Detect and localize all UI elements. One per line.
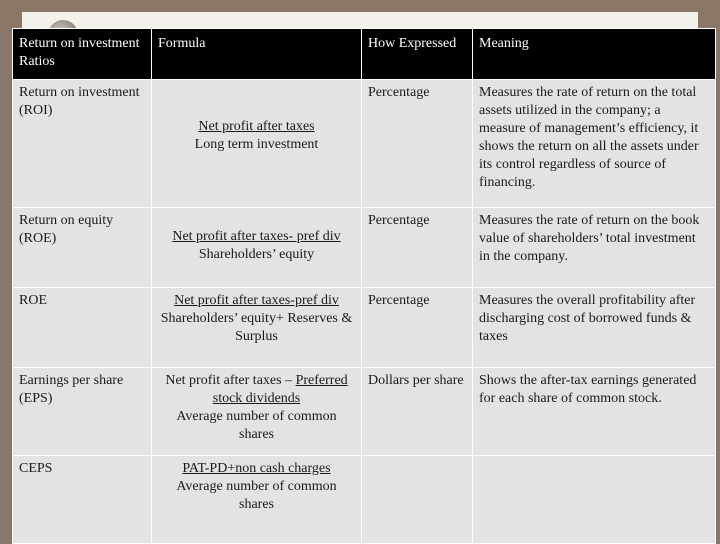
header-ratio: Return on investment Ratios <box>13 29 152 80</box>
ratio-name: CEPS <box>13 456 152 544</box>
expressed-cell <box>362 456 473 544</box>
ratio-name: ROE <box>13 288 152 368</box>
formula-denominator: Shareholders’ equity <box>198 247 315 262</box>
ratios-table <box>12 28 716 544</box>
meaning-cell: Measures the rate of return on the book value of shareholders’ total investment in the company. <box>473 208 716 288</box>
table-row <box>13 80 716 208</box>
formula-cell <box>152 368 362 456</box>
meaning-cell: Measures the overall profitability after discharging cost of borrowed funds & taxes <box>473 288 716 368</box>
formula-numerator: Net profit after taxes <box>198 119 315 134</box>
header-meaning: Meaning <box>473 29 716 80</box>
formula-cell <box>152 80 362 208</box>
formula-denominator: Average number of common shares <box>176 479 337 512</box>
ratio-name: Earnings per share (EPS) <box>13 368 152 456</box>
meaning-cell <box>473 456 716 544</box>
formula-denominator: Shareholders’ equity+ Reserves & Surplus <box>160 311 353 344</box>
expressed-cell: Dollars per share <box>362 368 473 456</box>
formula-cell <box>152 456 362 544</box>
meaning-cell: Measures the rate of return on the total assets utilized in the company; a measure of management’s efficiency, it shows the return on all the assets under its control regardless of source of financing. <box>473 80 716 208</box>
table-row <box>13 208 716 288</box>
table-row <box>13 368 716 456</box>
expressed-cell: Percentage <box>362 288 473 368</box>
formula-numerator: Net profit after taxes- pref div <box>172 229 341 244</box>
header-formula: Formula <box>152 29 362 80</box>
header-row <box>13 29 716 80</box>
formula-numerator: Net profit after taxes-pref div <box>174 293 339 308</box>
header-expressed: How Expressed <box>362 29 473 80</box>
ratio-name: Return on equity (ROE) <box>13 208 152 288</box>
formula-numerator: PAT-PD+non cash charges <box>182 461 331 476</box>
formula-numerator-prefix: Net profit after taxes – <box>165 373 296 388</box>
ratio-name: Return on investment (ROI) <box>13 80 152 208</box>
expressed-cell: Percentage <box>362 208 473 288</box>
formula-denominator: Long term investment <box>194 137 319 152</box>
table-row <box>13 288 716 368</box>
table-row <box>13 456 716 544</box>
formula-cell <box>152 288 362 368</box>
meaning-cell: Shows the after-tax earnings generated for each share of common stock. <box>473 368 716 456</box>
formula-cell <box>152 208 362 288</box>
formula-denominator: Average number of common shares <box>176 409 337 442</box>
formula-numerator: Preferred stock dividends <box>212 373 348 406</box>
expressed-cell: Percentage <box>362 80 473 208</box>
